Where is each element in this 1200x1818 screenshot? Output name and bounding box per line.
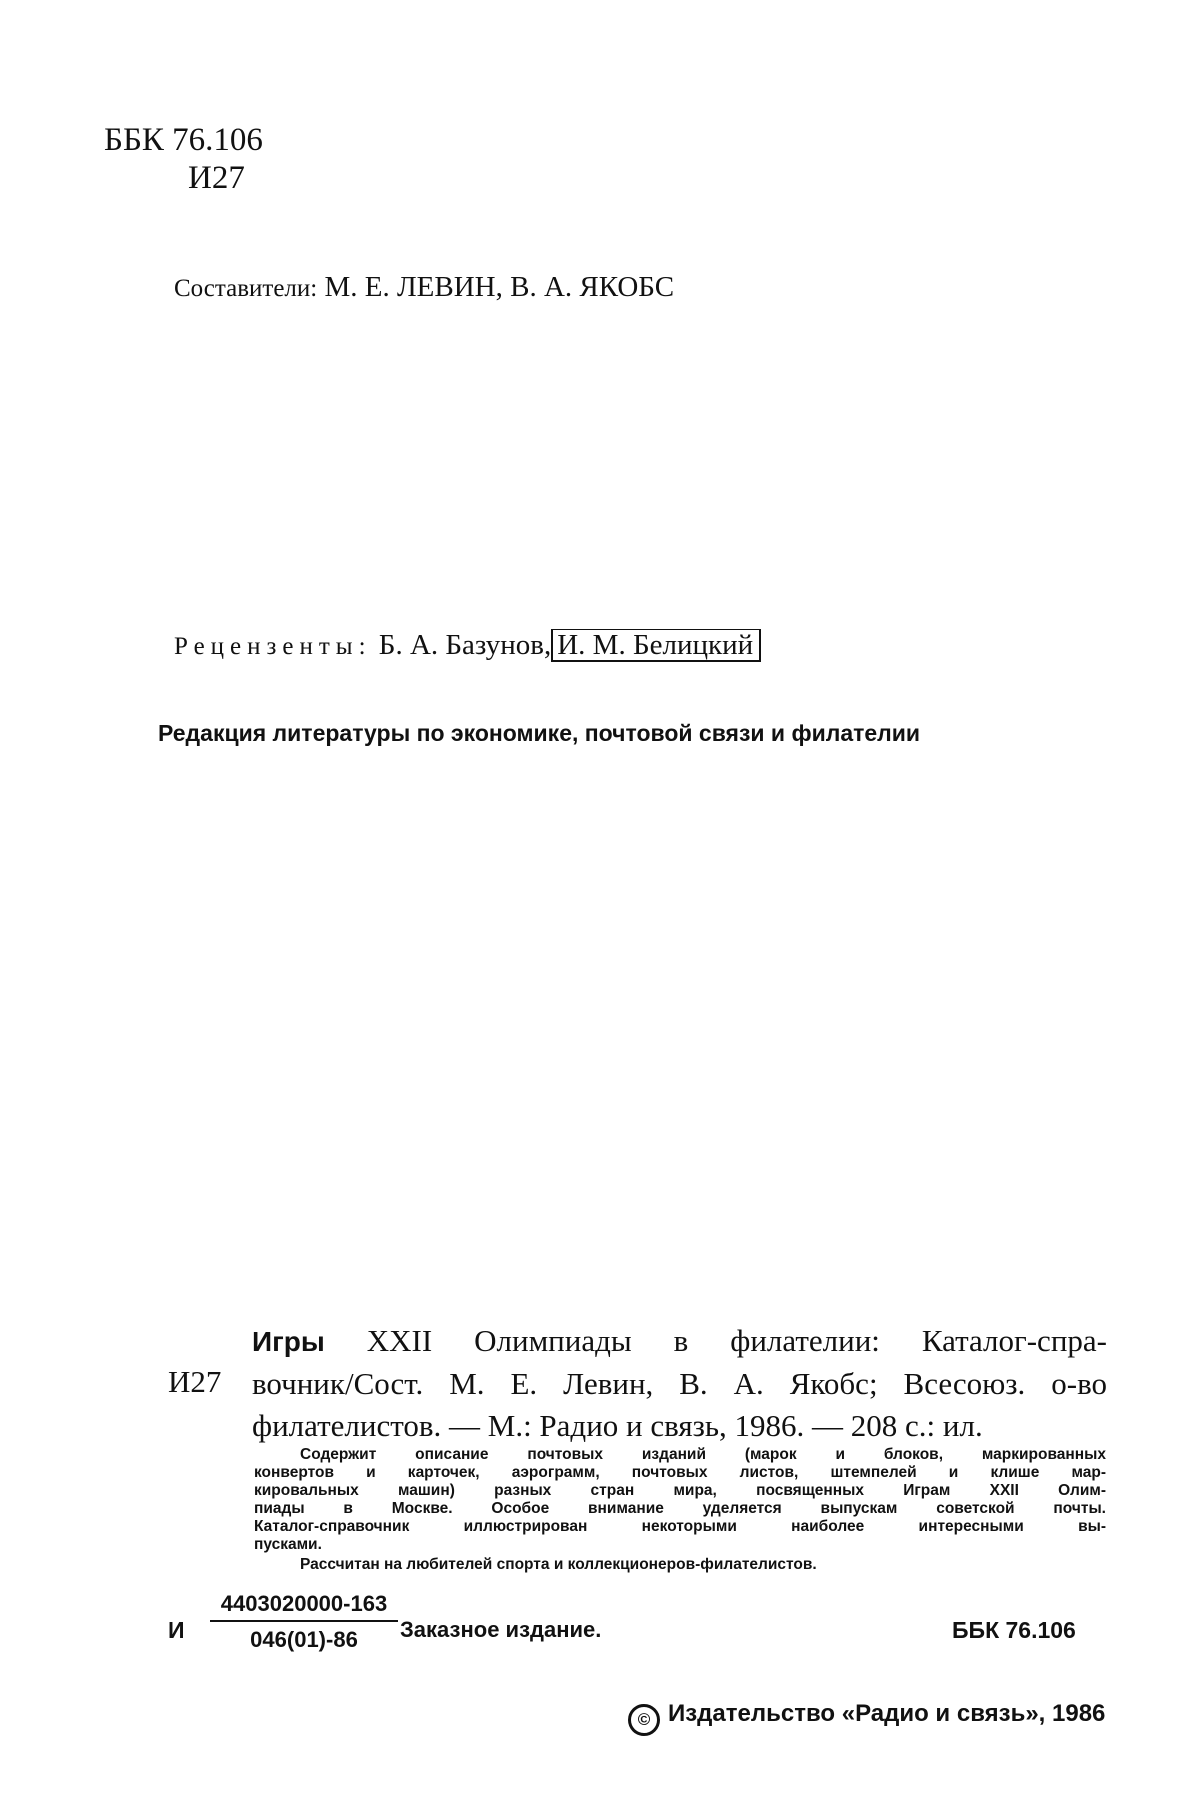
index-letter: И (168, 1617, 185, 1643)
biblio-title-heading: Игры (252, 1326, 325, 1357)
biblio-line-3: филателистов. — М.: Радио и связь, 1986. — 208 с.: ил. (252, 1408, 983, 1443)
editorial-office: Редакция литературы по экономике, почтовой связи и филателии (158, 720, 921, 746)
edition-type: Заказное издание. (400, 1617, 602, 1642)
bibliographic-description (252, 1320, 1107, 1447)
index-fraction (210, 1590, 398, 1654)
biblio-line-2: вочник/Сост. М. Е. Левин, В. А. Якобс; Всесоюз. о-во (252, 1366, 1107, 1401)
biblio-title-rest: XXII Олимпиады в филателии: Каталог-спра- (324, 1323, 1107, 1358)
biblio-line-1 (252, 1320, 1107, 1363)
annotation (254, 1446, 1106, 1574)
author-mark: И27 (188, 160, 245, 196)
compilers-line (174, 270, 674, 306)
reviewers-line (174, 628, 761, 664)
bbk-classification-code: ББК 76.106 (104, 122, 263, 158)
annotation-line: конвертов и карточек, аэрограмм, почтовых листов, штемпелей и клише мар- (254, 1464, 1106, 1481)
annotation-line: пусками. (254, 1536, 322, 1553)
index-numerator: 4403020000-163 (220, 1591, 388, 1616)
copyright-line (628, 1698, 1105, 1736)
annotation-line: кировальных машин) разных стран мира, посвященных Играм XXII Олим- (254, 1482, 1106, 1499)
annotation-line: пиады в Москве. Особое внимание уделяется выпускам советской почты. (254, 1500, 1106, 1517)
reviewer-second-boxed: И. М. Белицкий (551, 629, 761, 662)
reviewer-first: Б. А. Базунов, (378, 629, 552, 661)
annotation-line: Каталог-справочник иллюстрирован некоторыми наиболее интересными вы- (254, 1518, 1106, 1535)
bbk-footer: ББК 76.106 (952, 1617, 1076, 1643)
copyright-icon: © (628, 1704, 660, 1736)
annotation-audience: Рассчитан на любителей спорта и коллекционеров-филателистов. (300, 1556, 817, 1573)
compilers-names: М. Е. ЛЕВИН, В. А. ЯКОБС (324, 271, 675, 303)
reviewers-label: Рецензенты: (174, 633, 372, 660)
compilers-label: Составители: (174, 275, 318, 302)
catalog-author-mark: И27 (168, 1364, 222, 1399)
copyright-text: Издательство «Радио и связь», 1986 (668, 1700, 1106, 1727)
annotation-line: Содержит описание почтовых изданий (марок и блоков, маркированных (300, 1446, 1106, 1463)
index-denominator: 046(01)-86 (250, 1627, 358, 1652)
